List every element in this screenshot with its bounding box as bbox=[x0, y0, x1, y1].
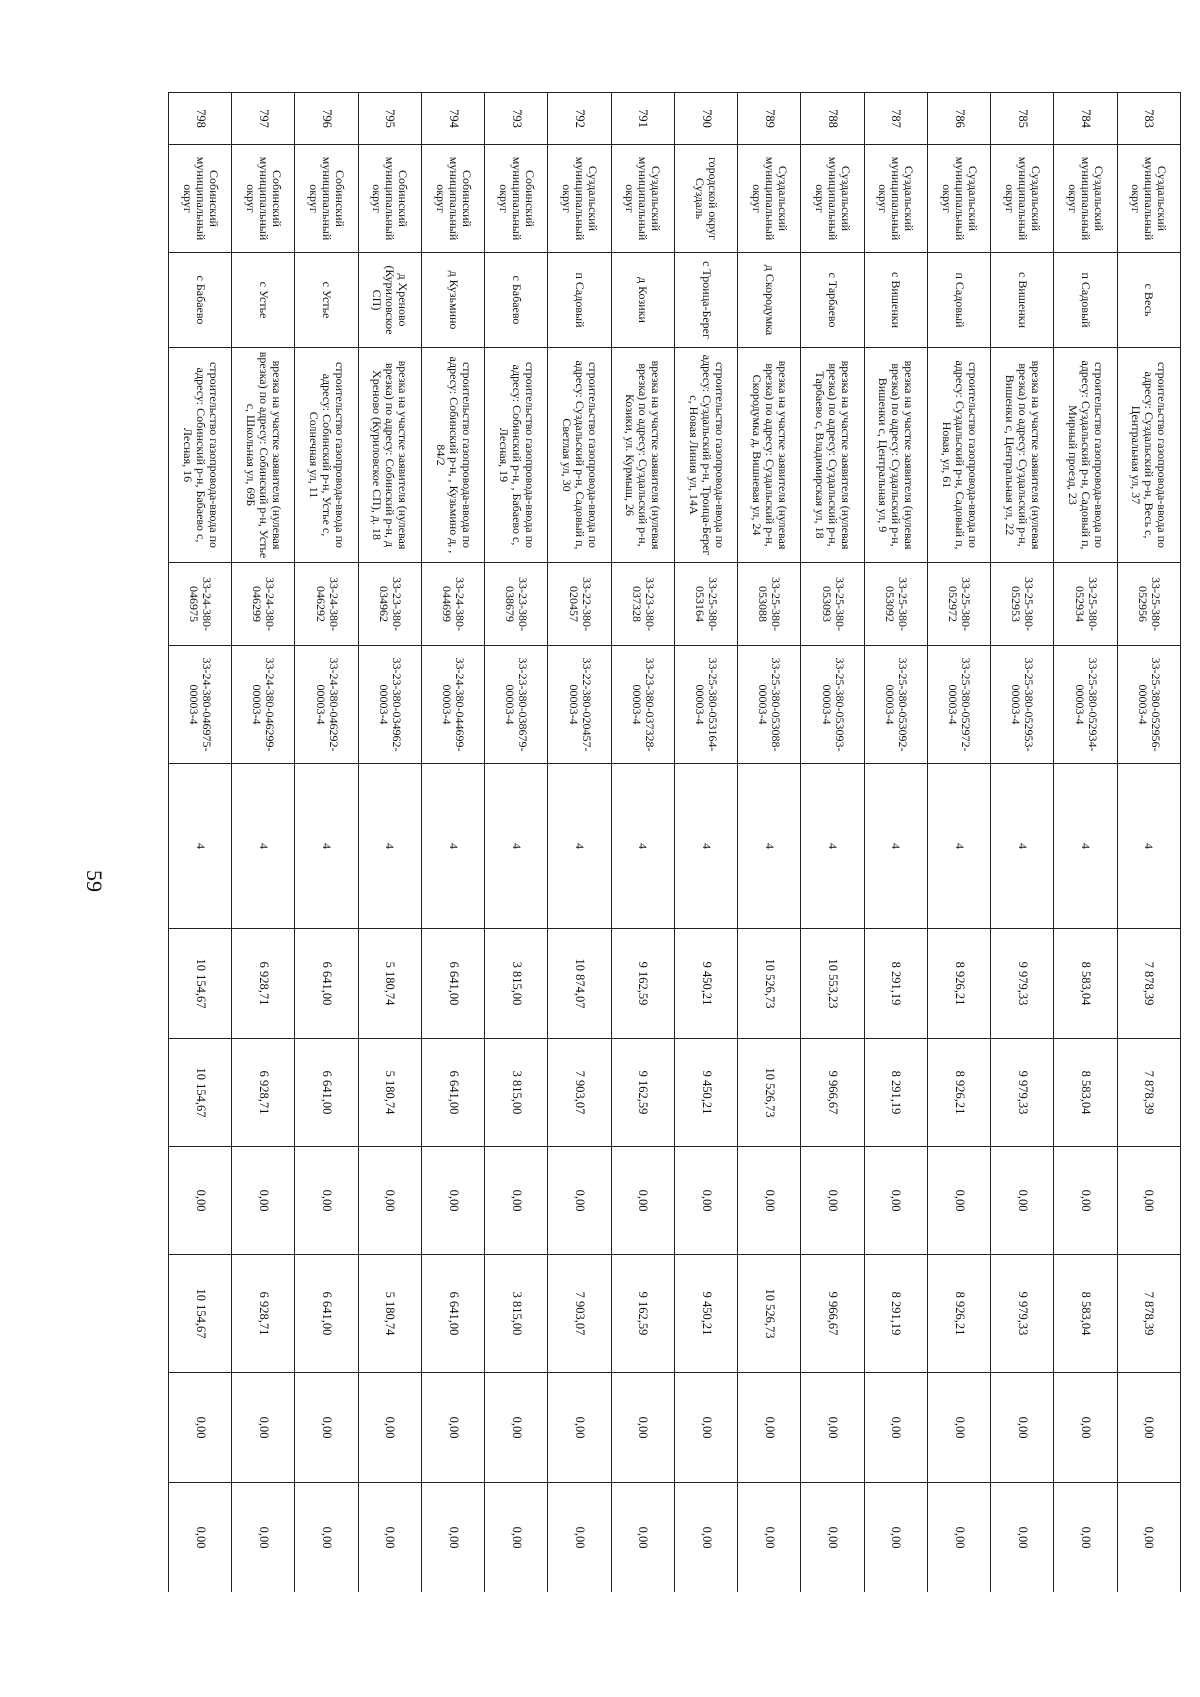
value-6-cell: 0,00 bbox=[485, 1483, 548, 1593]
application-code-cell: 33-23-380-038679 bbox=[485, 563, 548, 646]
category-cell: 4 bbox=[928, 764, 991, 929]
row-number-cell: 796 bbox=[295, 93, 358, 145]
municipality-cell: Суздальский муниципальный округ bbox=[991, 145, 1054, 253]
value-6-cell: 0,00 bbox=[422, 1483, 485, 1593]
application-code-cell: 33-23-380-037328 bbox=[611, 563, 674, 646]
category-cell: 4 bbox=[548, 764, 611, 929]
contract-code-cell: 33-23-380-034962-00003-4 bbox=[358, 646, 421, 764]
value-4-cell: 6 641,00 bbox=[422, 1255, 485, 1373]
value-6-cell: 0,00 bbox=[611, 1483, 674, 1593]
municipality-cell: Собинский муниципальный округ bbox=[358, 145, 421, 253]
value-5-cell: 0,00 bbox=[485, 1373, 548, 1483]
municipality-cell: Суздальский муниципальный округ bbox=[1054, 145, 1117, 253]
contract-code-cell: 33-24-380-046299-00003-4 bbox=[232, 646, 295, 764]
municipality-cell: Собинский муниципальный округ bbox=[422, 145, 485, 253]
value-1-cell: 6 928,71 bbox=[232, 929, 295, 1039]
row-number-cell: 786 bbox=[928, 93, 991, 145]
value-5-cell: 0,00 bbox=[611, 1373, 674, 1483]
settlement-cell: п Садовый bbox=[548, 253, 611, 348]
application-code-cell: 33-25-380-053164 bbox=[675, 563, 738, 646]
value-1-cell: 8 583,04 bbox=[1054, 929, 1117, 1039]
page-number: 59 bbox=[82, 870, 107, 892]
category-cell: 4 bbox=[991, 764, 1054, 929]
category-cell: 4 bbox=[611, 764, 674, 929]
category-cell: 4 bbox=[422, 764, 485, 929]
value-5-cell: 0,00 bbox=[422, 1373, 485, 1483]
settlement-cell: с Устье bbox=[232, 253, 295, 348]
value-2-cell: 6 928,71 bbox=[232, 1039, 295, 1147]
contract-code-cell: 33-25-380-052934-00003-4 bbox=[1054, 646, 1117, 764]
row-number-cell: 791 bbox=[611, 93, 674, 145]
value-4-cell: 7 903,07 bbox=[548, 1255, 611, 1373]
value-6-cell: 0,00 bbox=[864, 1483, 927, 1593]
value-6-cell: 0,00 bbox=[801, 1483, 864, 1593]
value-5-cell: 0,00 bbox=[232, 1373, 295, 1483]
value-6-cell: 0,00 bbox=[548, 1483, 611, 1593]
work-description-cell: строительство газопровода-ввода по адресу: Суздальский р-н, Садовый п, Светлая ул, 30 bbox=[548, 348, 611, 563]
municipality-cell: Собинский муниципальный округ bbox=[485, 145, 548, 253]
value-6-cell: 0,00 bbox=[991, 1483, 1054, 1593]
row-number-cell: 788 bbox=[801, 93, 864, 145]
application-code-cell: 33-25-380-052934 bbox=[1054, 563, 1117, 646]
category-cell: 4 bbox=[675, 764, 738, 929]
work-description-cell: врезка на участке заявителя (нулевая врезка) по адресу: Собинский р-н, д Хреново (Куриловское СП), д. 18 bbox=[358, 348, 421, 563]
application-code-cell: 33-25-380-052972 bbox=[928, 563, 991, 646]
value-2-cell: 8 926,21 bbox=[928, 1039, 991, 1147]
category-cell: 4 bbox=[485, 764, 548, 929]
category-cell: 4 bbox=[864, 764, 927, 929]
value-2-cell: 7 878,39 bbox=[1117, 1039, 1180, 1147]
value-5-cell: 0,00 bbox=[928, 1373, 991, 1483]
value-3-cell: 0,00 bbox=[1117, 1147, 1180, 1255]
value-6-cell: 0,00 bbox=[738, 1483, 801, 1593]
value-6-cell: 0,00 bbox=[675, 1483, 738, 1593]
value-5-cell: 0,00 bbox=[169, 1373, 232, 1483]
value-3-cell: 0,00 bbox=[169, 1147, 232, 1255]
row-number-cell: 792 bbox=[548, 93, 611, 145]
municipality-cell: Суздальский муниципальный округ bbox=[928, 145, 991, 253]
table-row bbox=[738, 93, 801, 1593]
value-5-cell: 0,00 bbox=[1054, 1373, 1117, 1483]
settlement-cell: с Бабаево bbox=[169, 253, 232, 348]
value-4-cell: 10 154,67 bbox=[169, 1255, 232, 1373]
application-code-cell: 33-25-380-053092 bbox=[864, 563, 927, 646]
category-cell: 4 bbox=[232, 764, 295, 929]
value-2-cell: 7 903,07 bbox=[548, 1039, 611, 1147]
value-2-cell: 10 154,67 bbox=[169, 1039, 232, 1147]
value-2-cell: 3 815,00 bbox=[485, 1039, 548, 1147]
value-1-cell: 9 450,21 bbox=[675, 929, 738, 1039]
row-number-cell: 797 bbox=[232, 93, 295, 145]
value-4-cell: 5 180,74 bbox=[358, 1255, 421, 1373]
application-code-cell: 33-24-380-044699 bbox=[422, 563, 485, 646]
value-6-cell: 0,00 bbox=[1117, 1483, 1180, 1593]
table-row bbox=[1054, 93, 1117, 1593]
category-cell: 4 bbox=[169, 764, 232, 929]
table-row bbox=[295, 93, 358, 1593]
value-4-cell: 9 966,67 bbox=[801, 1255, 864, 1373]
table-row bbox=[485, 93, 548, 1593]
contract-code-cell: 33-25-380-053093-00003-4 bbox=[801, 646, 864, 764]
contract-code-cell: 33-25-380-052972-00003-4 bbox=[928, 646, 991, 764]
settlement-cell: с Устье bbox=[295, 253, 358, 348]
value-4-cell: 9 979,33 bbox=[991, 1255, 1054, 1373]
table-row bbox=[864, 93, 927, 1593]
contract-code-cell: 33-25-380-053164-00003-4 bbox=[675, 646, 738, 764]
contract-code-cell: 33-25-380-052953-00003-4 bbox=[991, 646, 1054, 764]
value-1-cell: 7 878,39 bbox=[1117, 929, 1180, 1039]
value-3-cell: 0,00 bbox=[675, 1147, 738, 1255]
value-6-cell: 0,00 bbox=[928, 1483, 991, 1593]
value-5-cell: 0,00 bbox=[864, 1373, 927, 1483]
row-number-cell: 785 bbox=[991, 93, 1054, 145]
table-row bbox=[928, 93, 991, 1593]
category-cell: 4 bbox=[1054, 764, 1117, 929]
value-1-cell: 6 641,00 bbox=[295, 929, 358, 1039]
work-description-cell: строительство газопровода-ввода по адресу: Суздальский р-н, Садовый п, Новая, ул, 61 bbox=[928, 348, 991, 563]
value-1-cell: 8 291,19 bbox=[864, 929, 927, 1039]
value-5-cell: 0,00 bbox=[801, 1373, 864, 1483]
settlement-cell: д Кузьмино bbox=[422, 253, 485, 348]
value-3-cell: 0,00 bbox=[738, 1147, 801, 1255]
value-4-cell: 8 926,21 bbox=[928, 1255, 991, 1373]
row-number-cell: 795 bbox=[358, 93, 421, 145]
municipality-cell: Суздальский муниципальный округ bbox=[548, 145, 611, 253]
value-1-cell: 10 553,23 bbox=[801, 929, 864, 1039]
work-description-cell: врезка на участке заявителя (нулевая врезка) по адресу: Суздальский р-н, Скородумка д, Вишневая ул, 24 bbox=[738, 348, 801, 563]
settlement-cell: п Садовый bbox=[928, 253, 991, 348]
municipality-cell: Суздальский муниципальный округ bbox=[801, 145, 864, 253]
row-number-cell: 794 bbox=[422, 93, 485, 145]
value-3-cell: 0,00 bbox=[295, 1147, 358, 1255]
settlement-cell: д Козики bbox=[611, 253, 674, 348]
work-description-cell: строительство газопровода-ввода по адресу: Собинский р-н, , Бабаево с, Лесная, 19 bbox=[485, 348, 548, 563]
contract-code-cell: 33-22-380-020457-00003-4 bbox=[548, 646, 611, 764]
value-6-cell: 0,00 bbox=[1054, 1483, 1117, 1593]
application-code-cell: 33-25-380-053093 bbox=[801, 563, 864, 646]
value-2-cell: 10 526,73 bbox=[738, 1039, 801, 1147]
value-1-cell: 9 162,59 bbox=[611, 929, 674, 1039]
value-2-cell: 9 162,59 bbox=[611, 1039, 674, 1147]
table-row bbox=[801, 93, 864, 1593]
work-description-cell: строительство газопровода-ввода по адресу: Собинский р-н, Устье с, Солнечная ул, 11 bbox=[295, 348, 358, 563]
settlement-cell: с Вишенки bbox=[991, 253, 1054, 348]
value-4-cell: 3 815,00 bbox=[485, 1255, 548, 1373]
value-1-cell: 10 874,07 bbox=[548, 929, 611, 1039]
value-1-cell: 5 180,74 bbox=[358, 929, 421, 1039]
row-number-cell: 789 bbox=[738, 93, 801, 145]
work-description-cell: врезка на участке заявителя (нулевая врезка) по адресу: Суздальский р-н, Тарбаево с, Владимирская ул, 18 bbox=[801, 348, 864, 563]
value-6-cell: 0,00 bbox=[358, 1483, 421, 1593]
value-5-cell: 0,00 bbox=[295, 1373, 358, 1483]
value-6-cell: 0,00 bbox=[295, 1483, 358, 1593]
contract-code-cell: 33-24-380-046975-00003-4 bbox=[169, 646, 232, 764]
value-4-cell: 6 641,00 bbox=[295, 1255, 358, 1373]
value-3-cell: 0,00 bbox=[801, 1147, 864, 1255]
table-row bbox=[675, 93, 738, 1593]
work-description-cell: строительство газопровода-ввода по адресу: Суздальский р-н, Весь с, Центральная ул, 37 bbox=[1117, 348, 1180, 563]
table-row bbox=[422, 93, 485, 1593]
contract-code-cell: 33-23-380-038679-00003-4 bbox=[485, 646, 548, 764]
register-table bbox=[168, 92, 1181, 1592]
value-2-cell: 6 641,00 bbox=[422, 1039, 485, 1147]
value-6-cell: 0,00 bbox=[169, 1483, 232, 1593]
value-5-cell: 0,00 bbox=[675, 1373, 738, 1483]
municipality-cell: Собинский муниципальный округ bbox=[232, 145, 295, 253]
settlement-cell: с Тарбаево bbox=[801, 253, 864, 348]
value-2-cell: 5 180,74 bbox=[358, 1039, 421, 1147]
work-description-cell: врезка на участке заявителя (нулевая врезка) по адресу: Суздальский р-н, Вишенки с, Центральная ул, 9 bbox=[864, 348, 927, 563]
value-5-cell: 0,00 bbox=[358, 1373, 421, 1483]
table-row bbox=[169, 93, 232, 1593]
value-2-cell: 9 966,67 bbox=[801, 1039, 864, 1147]
value-3-cell: 0,00 bbox=[485, 1147, 548, 1255]
table-row bbox=[358, 93, 421, 1593]
value-3-cell: 0,00 bbox=[232, 1147, 295, 1255]
work-description-cell: врезка на участке заявителя (нулевая врезка) по адресу: Суздальский р-н, Вишенки с, Центральная ул, 22 bbox=[991, 348, 1054, 563]
work-description-cell: строительство газопровода-ввода по адресу: Суздальский р-н, Садовый п, Мирный проезд, 23 bbox=[1054, 348, 1117, 563]
value-1-cell: 3 815,00 bbox=[485, 929, 548, 1039]
municipality-cell: Собинский муниципальный округ bbox=[295, 145, 358, 253]
application-code-cell: 33-25-380-052953 bbox=[991, 563, 1054, 646]
value-2-cell: 8 583,04 bbox=[1054, 1039, 1117, 1147]
contract-code-cell: 33-23-380-037328-00003-4 bbox=[611, 646, 674, 764]
application-code-cell: 33-24-380-046299 bbox=[232, 563, 295, 646]
value-2-cell: 8 291,19 bbox=[864, 1039, 927, 1147]
category-cell: 4 bbox=[1117, 764, 1180, 929]
table-row bbox=[232, 93, 295, 1593]
value-2-cell: 9 450,21 bbox=[675, 1039, 738, 1147]
contract-code-cell: 33-24-380-044699-00003-4 bbox=[422, 646, 485, 764]
row-number-cell: 783 bbox=[1117, 93, 1180, 145]
settlement-cell: с Вишенки bbox=[864, 253, 927, 348]
contract-code-cell: 33-25-380-052956-00003-4 bbox=[1117, 646, 1180, 764]
application-code-cell: 33-24-380-046975 bbox=[169, 563, 232, 646]
table-row bbox=[548, 93, 611, 1593]
value-3-cell: 0,00 bbox=[1054, 1147, 1117, 1255]
work-description-cell: врезка на участке заявителя (нулевая врезка) по адресу: Суздальский р-н, Козики, ул. Курмыш, 26 bbox=[611, 348, 674, 563]
value-4-cell: 9 450,21 bbox=[675, 1255, 738, 1373]
row-number-cell: 787 bbox=[864, 93, 927, 145]
municipality-cell: Суздальский муниципальный округ bbox=[611, 145, 674, 253]
contract-code-cell: 33-24-380-046292-00003-4 bbox=[295, 646, 358, 764]
municipality-cell: Суздальский муниципальный округ bbox=[864, 145, 927, 253]
value-4-cell: 10 526,73 bbox=[738, 1255, 801, 1373]
category-cell: 4 bbox=[295, 764, 358, 929]
row-number-cell: 790 bbox=[675, 93, 738, 145]
category-cell: 4 bbox=[801, 764, 864, 929]
value-1-cell: 10 154,67 bbox=[169, 929, 232, 1039]
municipality-cell: Суздальский муниципальный округ bbox=[1117, 145, 1180, 253]
settlement-cell: с Весь bbox=[1117, 253, 1180, 348]
work-description-cell: строительство газопровода-ввода по адресу: Суздальский р-н, Троица-Берег с, Новая Линия ул, 14А bbox=[675, 348, 738, 563]
table-row bbox=[1117, 93, 1180, 1593]
application-code-cell: 33-24-380-046292 bbox=[295, 563, 358, 646]
value-6-cell: 0,00 bbox=[232, 1483, 295, 1593]
contract-code-cell: 33-25-380-053092-00003-4 bbox=[864, 646, 927, 764]
row-number-cell: 798 bbox=[169, 93, 232, 145]
value-4-cell: 7 878,39 bbox=[1117, 1255, 1180, 1373]
value-4-cell: 9 162,59 bbox=[611, 1255, 674, 1373]
application-code-cell: 33-25-380-053088 bbox=[738, 563, 801, 646]
value-5-cell: 0,00 bbox=[1117, 1373, 1180, 1483]
settlement-cell: с Троица-Берег bbox=[675, 253, 738, 348]
table-row bbox=[611, 93, 674, 1593]
application-code-cell: 33-25-380-052956 bbox=[1117, 563, 1180, 646]
work-description-cell: строительство газопровода-ввода по адресу: Собинский р-н, , Кузьмино д, , 84/2 bbox=[422, 348, 485, 563]
application-code-cell: 33-23-380-034962 bbox=[358, 563, 421, 646]
row-number-cell: 784 bbox=[1054, 93, 1117, 145]
value-5-cell: 0,00 bbox=[738, 1373, 801, 1483]
value-3-cell: 0,00 bbox=[548, 1147, 611, 1255]
value-3-cell: 0,00 bbox=[611, 1147, 674, 1255]
work-description-cell: врезка на участке заявителя (нулевая врезка) по адресу: Собинский р-н, Устье с, Школьная ул, 69Б bbox=[232, 348, 295, 563]
settlement-cell: д Хреново (Куриловское СП) bbox=[358, 253, 421, 348]
municipality-cell: Суздальский муниципальный округ bbox=[738, 145, 801, 253]
value-1-cell: 6 641,00 bbox=[422, 929, 485, 1039]
municipality-cell: Собинский муниципальный округ bbox=[169, 145, 232, 253]
value-5-cell: 0,00 bbox=[548, 1373, 611, 1483]
value-3-cell: 0,00 bbox=[358, 1147, 421, 1255]
value-4-cell: 6 928,71 bbox=[232, 1255, 295, 1373]
application-code-cell: 33-22-380-020457 bbox=[548, 563, 611, 646]
work-description-cell: строительство газопровода-ввода по адресу: Собинский р-н, Бабаево с, Лесная, 16 bbox=[169, 348, 232, 563]
settlement-cell: д Скородумка bbox=[738, 253, 801, 348]
municipality-cell: городской округ Суздаль bbox=[675, 145, 738, 253]
settlement-cell: с Бабаево bbox=[485, 253, 548, 348]
value-3-cell: 0,00 bbox=[864, 1147, 927, 1255]
table-viewport bbox=[168, 92, 1181, 1592]
value-1-cell: 8 926,21 bbox=[928, 929, 991, 1039]
value-4-cell: 8 291,19 bbox=[864, 1255, 927, 1373]
value-2-cell: 9 979,33 bbox=[991, 1039, 1054, 1147]
rotated-table-container bbox=[168, 92, 1181, 1592]
table-row bbox=[991, 93, 1054, 1593]
value-2-cell: 6 641,00 bbox=[295, 1039, 358, 1147]
settlement-cell: п Садовый bbox=[1054, 253, 1117, 348]
value-3-cell: 0,00 bbox=[928, 1147, 991, 1255]
value-1-cell: 9 979,33 bbox=[991, 929, 1054, 1039]
value-3-cell: 0,00 bbox=[991, 1147, 1054, 1255]
value-1-cell: 10 526,73 bbox=[738, 929, 801, 1039]
category-cell: 4 bbox=[738, 764, 801, 929]
value-4-cell: 8 583,04 bbox=[1054, 1255, 1117, 1373]
value-5-cell: 0,00 bbox=[991, 1373, 1054, 1483]
value-3-cell: 0,00 bbox=[422, 1147, 485, 1255]
contract-code-cell: 33-25-380-053088-00003-4 bbox=[738, 646, 801, 764]
category-cell: 4 bbox=[358, 764, 421, 929]
row-number-cell: 793 bbox=[485, 93, 548, 145]
